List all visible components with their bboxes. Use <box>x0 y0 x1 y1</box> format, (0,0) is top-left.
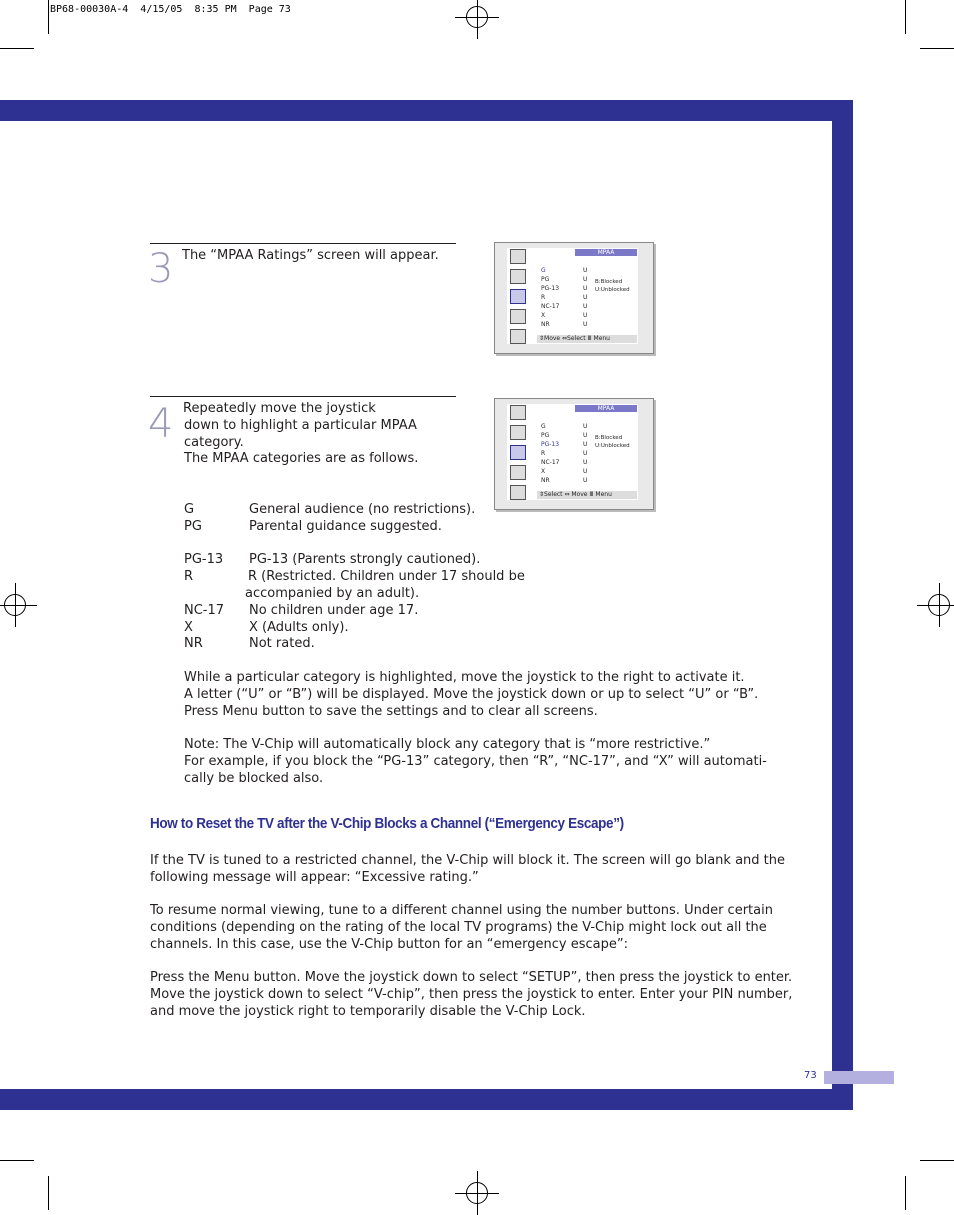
screen-footer: ⇕Select ⇔ Move Ⅲ Menu <box>537 491 637 499</box>
body-text: conditions (depending on the rating of the local TV programs) the V-Chip might lock out all the <box>150 920 767 935</box>
screen-legend: B:Blocked U:Unblocked <box>595 435 630 449</box>
rating-row: PG U <box>541 276 588 283</box>
crop-mark <box>0 48 34 49</box>
screen-title: MPAA <box>575 249 637 256</box>
right-frame-bar <box>832 100 853 1110</box>
category-code: PG-13 <box>184 552 224 567</box>
input-menu-icon <box>510 329 526 344</box>
crop-mark <box>920 1160 954 1161</box>
picture-menu-icon <box>510 405 526 420</box>
category-desc: R (Restricted. Children under 17 should be <box>248 569 525 584</box>
rating-row: G U <box>541 423 588 430</box>
body-text: Press the Menu button. Move the joystick down to select “SETUP”, then press the joystick to enter. <box>150 970 793 985</box>
crop-mark <box>920 48 954 49</box>
rating-row: PG-13 U <box>541 441 588 448</box>
category-desc: General audience (no restrictions). <box>249 502 476 517</box>
page-number-tab <box>824 1071 894 1084</box>
rating-row: NC-17 U <box>541 303 588 310</box>
mpaa-screen-illustration <box>494 398 654 510</box>
crop-mark <box>0 1160 34 1161</box>
body-text: Move the joystick down to select “V-chip”, then press the joystick to enter. Enter your PIN number, <box>150 987 793 1002</box>
body-text: Press Menu button to save the settings and to clear all screens. <box>184 704 598 719</box>
registration-mark-icon <box>466 6 488 28</box>
menu-icon-column <box>509 249 527 349</box>
screen-legend: B:Blocked U:Unblocked <box>595 279 630 293</box>
rating-row: PG U <box>541 432 588 439</box>
body-text: and move the joystick right to temporarily disable the V-Chip Lock. <box>150 1004 586 1019</box>
rating-row: X U <box>541 468 588 475</box>
section-heading: How to Reset the TV after the V-Chip Blocks a Channel (“Emergency Escape”) <box>150 815 624 832</box>
category-desc: No children under age 17. <box>249 603 419 618</box>
category-code: G <box>184 502 195 517</box>
crop-mark <box>905 1176 906 1210</box>
rating-row: G U <box>541 267 588 274</box>
rating-row: NR U <box>541 321 588 328</box>
rating-list <box>541 266 587 329</box>
note-text: cally be blocked also. <box>184 771 324 786</box>
screen-title: MPAA <box>575 405 637 412</box>
menu-icon-column <box>509 405 527 505</box>
rating-row: NC-17 U <box>541 459 588 466</box>
rating-list <box>541 422 587 485</box>
step-number: 3 <box>148 246 174 292</box>
step-text: category. <box>184 435 244 450</box>
category-code: R <box>184 569 194 584</box>
step-text: Repeatedly move the joystick <box>183 401 376 416</box>
channel-menu-icon <box>510 445 526 460</box>
step-rule <box>150 396 456 397</box>
category-desc: X (Adults only). <box>249 620 349 635</box>
crop-mark <box>905 0 906 34</box>
setup-menu-icon <box>510 309 526 324</box>
body-text: following message will appear: “Excessive rating.” <box>150 870 479 885</box>
step-text: down to highlight a particular MPAA <box>184 418 417 433</box>
category-code: X <box>184 620 193 635</box>
sound-menu-icon <box>510 425 526 440</box>
registration-mark-icon <box>4 594 26 616</box>
rating-row: NR U <box>541 477 588 484</box>
rating-row: PG-13 U <box>541 285 588 292</box>
input-menu-icon <box>510 485 526 500</box>
printer-slug: BP68-00030A-4 4/15/05 8:35 PM Page 73 <box>50 4 291 15</box>
category-desc: accompanied by an adult). <box>245 586 420 601</box>
note-text: Note: The V-Chip will automatically block any category that is “more restrictive.” <box>184 737 711 752</box>
category-code: PG <box>184 519 202 534</box>
rating-row: R U <box>541 450 588 457</box>
page-number: 73 <box>804 1070 817 1081</box>
category-code: NR <box>184 636 203 651</box>
category-desc: PG-13 (Parents strongly cautioned). <box>249 552 481 567</box>
rating-row: X U <box>541 312 588 319</box>
crop-mark <box>48 1176 49 1210</box>
bottom-frame-bar <box>0 1089 853 1110</box>
step-number: 4 <box>148 401 174 447</box>
crop-mark <box>48 0 49 34</box>
step-text: The MPAA categories are as follows. <box>184 451 419 466</box>
step-rule <box>150 243 456 244</box>
rating-row: R U <box>541 294 588 301</box>
note-text: For example, if you block the “PG-13” category, then “R”, “NC-17”, and “X” will automati- <box>184 754 767 769</box>
category-code: NC-17 <box>184 603 225 618</box>
body-text: channels. In this case, use the V-Chip button for an “emergency escape”: <box>150 937 629 952</box>
picture-menu-icon <box>510 249 526 264</box>
body-text: To resume normal viewing, tune to a different channel using the number buttons. Under certain <box>150 903 773 918</box>
step-text: The “MPAA Ratings” screen will appear. <box>182 248 439 263</box>
sound-menu-icon <box>510 269 526 284</box>
screen-footer: ⇕Move ⇔Select Ⅲ Menu <box>537 335 637 343</box>
category-desc: Not rated. <box>249 636 315 651</box>
mpaa-screen-illustration <box>494 242 654 354</box>
registration-mark-icon <box>928 594 950 616</box>
body-text: A letter (“U” or “B”) will be displayed. Move the joystick down or up to select “U” or “B”. <box>184 687 759 702</box>
registration-mark-icon <box>466 1182 488 1204</box>
body-text: If the TV is tuned to a restricted channel, the V-Chip will block it. The screen will go blank and the <box>150 853 786 868</box>
body-text: While a particular category is highlighted, move the joystick to the right to activate it. <box>184 670 745 685</box>
top-frame-bar <box>0 100 853 121</box>
setup-menu-icon <box>510 465 526 480</box>
category-desc: Parental guidance suggested. <box>249 519 442 534</box>
channel-menu-icon <box>510 289 526 304</box>
